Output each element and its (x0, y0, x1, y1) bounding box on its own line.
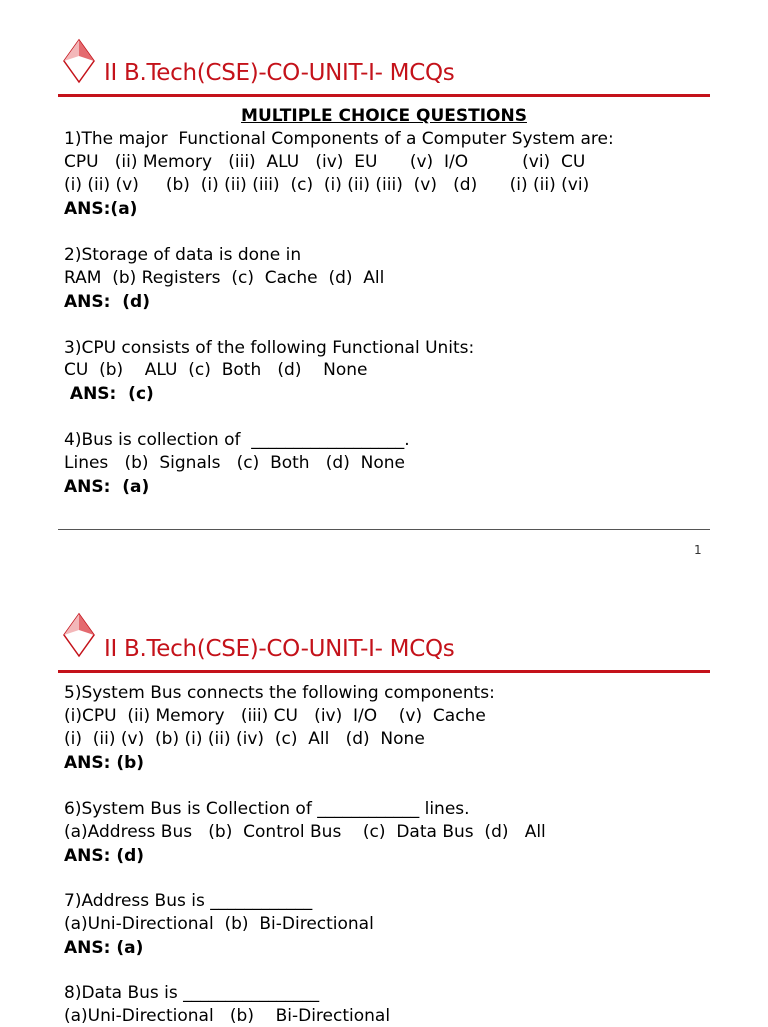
answer-line: ANS: (a) (64, 938, 144, 958)
question-options: CU (b) ALU (c) Both (d) None (64, 360, 368, 380)
header-divider (58, 670, 710, 673)
answer-line: ANS:(a) (64, 199, 138, 219)
red-diamond-icon (62, 38, 96, 84)
answer-line: ANS: (b) (64, 753, 145, 773)
question-options: (i) (ii) (v) (b) (i) (ii) (iv) (c) All (d) None (64, 729, 425, 749)
question-text: 2)Storage of data is done in (64, 245, 302, 265)
question-text: 6)System Bus is Collection of ____________ lines. (64, 799, 470, 819)
question-text: 4)Bus is collection of __________________. (64, 430, 410, 450)
question-options: (a)Uni-Directional (b) Bi-Directional (64, 914, 374, 934)
question-text: 1)The major Functional Components of a Computer System are: (64, 129, 614, 149)
page-number: 1 (694, 543, 702, 557)
page-header-title: II B.Tech(CSE)-CO-UNIT-I- MCQs (104, 636, 455, 662)
header-divider (58, 94, 710, 97)
page-header-title: II B.Tech(CSE)-CO-UNIT-I- MCQs (104, 60, 455, 86)
question-options: Lines (b) Signals (c) Both (d) None (64, 453, 405, 473)
question-options: RAM (b) Registers (c) Cache (d) All (64, 268, 385, 288)
document-page-2 (0, 580, 768, 1024)
footer-divider (58, 529, 710, 530)
answer-line: ANS: (d) (64, 292, 150, 312)
question-text: 5)System Bus connects the following components: (64, 683, 495, 703)
question-options: (a)Address Bus (b) Control Bus (c) Data Bus (d) All (64, 822, 546, 842)
question-options: (i) (ii) (v) (b) (i) (ii) (iii) (c) (i) (ii) (iii) (v) (d) (i) (ii) (vi) (64, 175, 590, 195)
answer-line: ANS: (a) (64, 477, 150, 497)
question-options: (a)Uni-Directional (b) Bi-Directional (64, 1006, 391, 1026)
red-diamond-icon (62, 612, 96, 658)
answer-line: ANS: (c) (64, 384, 154, 404)
question-text: 7)Address Bus is ____________ (64, 891, 313, 911)
question-text: 3)CPU consists of the following Functional Units: (64, 338, 475, 358)
section-title: MULTIPLE CHOICE QUESTIONS (241, 106, 527, 126)
answer-line: ANS: (d) (64, 846, 145, 866)
question-text: 8)Data Bus is ________________ (64, 983, 320, 1003)
question-options: CPU (ii) Memory (iii) ALU (iv) EU (v) I/O (vi) CU (64, 152, 586, 172)
question-options: (i)CPU (ii) Memory (iii) CU (iv) I/O (v) Cache (64, 706, 486, 726)
